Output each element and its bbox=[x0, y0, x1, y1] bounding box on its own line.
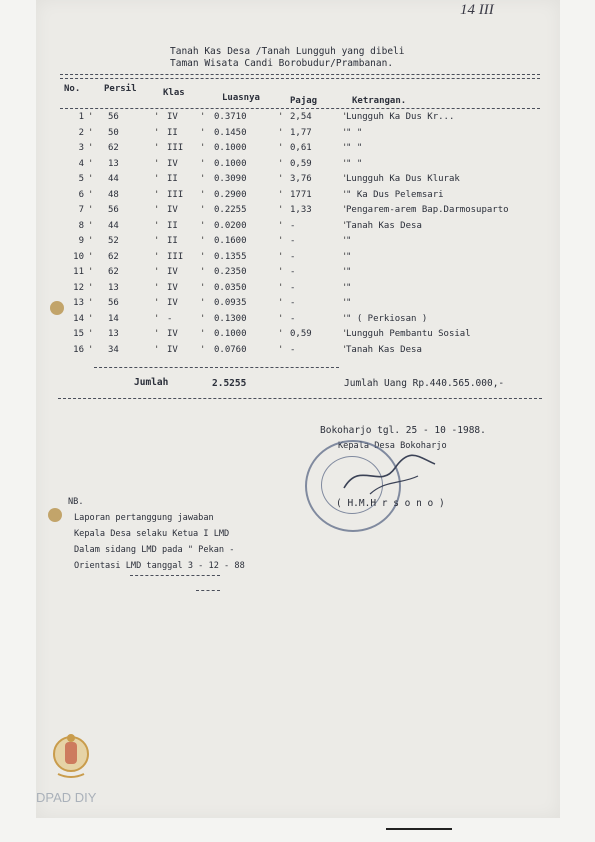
total-money: Jumlah Uang Rp.440.565.000,- bbox=[344, 378, 505, 389]
table-row bbox=[60, 329, 550, 344]
column-separator: ' bbox=[278, 158, 284, 169]
column-separator: ' bbox=[88, 282, 94, 293]
cell-ket: " bbox=[346, 236, 352, 246]
signatory-name: ( H.M.H r s o n o ) bbox=[336, 498, 445, 509]
cell-persil: 56 bbox=[108, 112, 119, 122]
cell-luas: 0.1000 bbox=[214, 329, 247, 339]
cell-luas: 0.0200 bbox=[214, 220, 247, 231]
column-separator: ' bbox=[278, 143, 284, 153]
column-separator: ' bbox=[342, 127, 348, 138]
cell-pajak: - bbox=[290, 251, 296, 262]
cell-persil: 13 bbox=[108, 282, 119, 293]
table-row bbox=[60, 283, 550, 298]
cell-pajak: 1,33 bbox=[290, 205, 312, 215]
column-separator: ' bbox=[154, 329, 160, 339]
cell-klas: IV bbox=[167, 282, 178, 293]
header-rule bbox=[60, 108, 540, 109]
cell-pajak: - bbox=[290, 236, 296, 246]
cell-klas: III bbox=[167, 143, 184, 153]
punch-hole-bottom bbox=[48, 508, 62, 522]
column-separator: ' bbox=[154, 344, 160, 355]
cell-klas: III bbox=[167, 251, 184, 262]
cell-no: 1 bbox=[78, 112, 84, 122]
cell-no: 5 bbox=[78, 174, 84, 184]
column-separator: ' bbox=[278, 329, 284, 339]
cell-ket: Tanah Kas Desa bbox=[346, 220, 422, 231]
column-separator: ' bbox=[342, 205, 348, 215]
cell-pajak: - bbox=[290, 313, 296, 324]
cell-ket: " ( Perkiosan ) bbox=[346, 313, 428, 324]
column-separator: ' bbox=[342, 189, 348, 200]
cell-ket: " " bbox=[346, 143, 363, 153]
column-separator: ' bbox=[88, 220, 94, 231]
column-separator: ' bbox=[154, 298, 160, 308]
cell-klas: - bbox=[167, 313, 173, 324]
column-separator: ' bbox=[154, 267, 160, 277]
column-separator: ' bbox=[278, 112, 284, 122]
column-separator: ' bbox=[88, 174, 94, 184]
column-separator: ' bbox=[154, 282, 160, 293]
table-row bbox=[60, 298, 550, 313]
page-number: 14 III bbox=[460, 2, 494, 18]
note-label: NB. bbox=[68, 497, 84, 507]
column-separator: ' bbox=[342, 220, 348, 231]
cell-klas: II bbox=[167, 174, 178, 184]
column-separator: ' bbox=[200, 236, 206, 246]
cell-ket: " bbox=[346, 282, 352, 293]
cell-persil: 34 bbox=[108, 344, 119, 355]
col-luas: Luasnya bbox=[222, 93, 260, 103]
cell-no: 10 bbox=[73, 251, 84, 262]
cell-pajak: 1771 bbox=[290, 189, 312, 200]
column-separator: ' bbox=[278, 313, 284, 324]
cell-persil: 62 bbox=[108, 251, 119, 262]
table-row bbox=[60, 159, 550, 174]
cell-ket: " Ka Dus Pelemsari bbox=[346, 189, 444, 200]
note-line-3: Dalam sidang LMD pada " Pekan - bbox=[74, 545, 235, 555]
cell-klas: IV bbox=[167, 158, 178, 169]
column-separator: ' bbox=[200, 112, 206, 122]
column-separator: ' bbox=[200, 158, 206, 169]
table-row bbox=[60, 128, 550, 143]
column-separator: ' bbox=[88, 205, 94, 215]
table-row bbox=[60, 236, 550, 251]
column-separator: ' bbox=[154, 205, 160, 215]
column-separator: ' bbox=[278, 205, 284, 215]
top-rule-2 bbox=[60, 78, 540, 79]
note-line-4: Orientasi LMD tanggal 3 - 12 - 88 bbox=[74, 561, 245, 571]
cell-ket: " bbox=[346, 251, 352, 262]
column-separator: ' bbox=[200, 174, 206, 184]
column-separator: ' bbox=[200, 205, 206, 215]
column-separator: ' bbox=[88, 189, 94, 200]
cell-no: 12 bbox=[73, 282, 84, 293]
column-separator: ' bbox=[278, 189, 284, 200]
cell-ket: Pengarem-arem Bap.Darmosuparto bbox=[346, 205, 509, 215]
cell-no: 3 bbox=[78, 143, 84, 153]
cell-klas: IV bbox=[167, 112, 178, 122]
column-separator: ' bbox=[342, 143, 348, 153]
table-row bbox=[60, 112, 550, 127]
cell-luas: 0.2350 bbox=[214, 267, 247, 277]
cell-ket: " bbox=[346, 267, 352, 277]
column-separator: ' bbox=[342, 251, 348, 262]
column-separator: ' bbox=[154, 174, 160, 184]
cell-klas: IV bbox=[167, 298, 178, 308]
column-separator: ' bbox=[342, 236, 348, 246]
cell-pajak: - bbox=[290, 298, 296, 308]
column-separator: ' bbox=[154, 251, 160, 262]
note-line-1: Laporan pertanggung jawaban bbox=[74, 513, 214, 523]
place-date: Bokoharjo tgl. 25 - 10 -1988. bbox=[320, 425, 486, 436]
column-separator: ' bbox=[88, 251, 94, 262]
cell-luas: 0.0350 bbox=[214, 282, 247, 293]
column-separator: ' bbox=[342, 329, 348, 339]
cell-no: 9 bbox=[78, 236, 84, 246]
cell-no: 14 bbox=[73, 313, 84, 324]
cell-persil: 62 bbox=[108, 267, 119, 277]
column-separator: ' bbox=[88, 298, 94, 308]
cell-no: 13 bbox=[73, 298, 84, 308]
column-separator: ' bbox=[200, 127, 206, 138]
column-separator: ' bbox=[200, 143, 206, 153]
cell-pajak: 0,59 bbox=[290, 329, 312, 339]
cell-no: 7 bbox=[78, 205, 84, 215]
note-underline-2 bbox=[196, 590, 220, 591]
column-separator: ' bbox=[200, 189, 206, 200]
top-rule bbox=[60, 74, 540, 75]
column-separator: ' bbox=[278, 236, 284, 246]
cell-pajak: 2,54 bbox=[290, 112, 312, 122]
table-row bbox=[60, 252, 550, 267]
archive-emblem-icon bbox=[50, 730, 92, 782]
bottom-rule bbox=[58, 398, 542, 399]
column-separator: ' bbox=[88, 329, 94, 339]
cell-klas: IV bbox=[167, 329, 178, 339]
bottom-mark bbox=[386, 828, 452, 830]
doc-title-line1: Tanah Kas Desa /Tanah Lungguh yang dibeli bbox=[170, 46, 405, 57]
table-row bbox=[60, 221, 550, 236]
column-separator: ' bbox=[200, 282, 206, 293]
cell-ket: Lungguh Pembantu Sosial bbox=[346, 329, 471, 339]
column-separator: ' bbox=[88, 344, 94, 355]
cell-persil: 13 bbox=[108, 329, 119, 339]
cell-luas: 0.1000 bbox=[214, 158, 247, 169]
cell-luas: 0.3090 bbox=[214, 174, 247, 184]
column-separator: ' bbox=[88, 112, 94, 122]
column-separator: ' bbox=[342, 298, 348, 308]
column-separator: ' bbox=[342, 344, 348, 355]
cell-no: 11 bbox=[73, 267, 84, 277]
cell-ket: Lungguh Ka Dus Klurak bbox=[346, 174, 460, 184]
cell-luas: 0.1355 bbox=[214, 251, 247, 262]
column-separator: ' bbox=[342, 112, 348, 122]
table-row bbox=[60, 314, 550, 329]
table-row bbox=[60, 174, 550, 189]
punch-hole-top bbox=[50, 301, 64, 315]
cell-klas: III bbox=[167, 189, 184, 200]
cell-klas: IV bbox=[167, 205, 178, 215]
column-separator: ' bbox=[154, 313, 160, 324]
cell-ket: " " bbox=[346, 158, 363, 169]
col-persil: Persil bbox=[104, 84, 137, 94]
column-separator: ' bbox=[88, 236, 94, 246]
cell-pajak: - bbox=[290, 220, 296, 231]
cell-persil: 50 bbox=[108, 127, 119, 138]
cell-klas: IV bbox=[167, 344, 178, 355]
cell-persil: 14 bbox=[108, 313, 119, 324]
signatory-role: Kepala Desa Bokoharjo bbox=[338, 441, 447, 451]
cell-no: 6 bbox=[78, 189, 84, 200]
col-ket: Ketrangan. bbox=[352, 96, 407, 106]
cell-persil: 62 bbox=[108, 143, 119, 153]
column-separator: ' bbox=[278, 282, 284, 293]
cell-pajak: 0,59 bbox=[290, 158, 312, 169]
column-separator: ' bbox=[88, 158, 94, 169]
cell-pajak: 0,61 bbox=[290, 143, 312, 153]
col-no: No. bbox=[64, 84, 81, 94]
cell-luas: 0.0760 bbox=[214, 344, 247, 355]
cell-persil: 44 bbox=[108, 220, 119, 231]
column-separator: ' bbox=[154, 127, 160, 138]
column-separator: ' bbox=[200, 344, 206, 355]
col-klas: Klas bbox=[163, 88, 185, 98]
column-separator: ' bbox=[200, 313, 206, 324]
cell-pajak: 1,77 bbox=[290, 127, 312, 138]
cell-luas: 0.0935 bbox=[214, 298, 247, 308]
column-separator: ' bbox=[342, 267, 348, 277]
cell-persil: 56 bbox=[108, 298, 119, 308]
cell-pajak: - bbox=[290, 282, 296, 293]
cell-luas: 0.2900 bbox=[214, 189, 247, 200]
cell-persil: 52 bbox=[108, 236, 119, 246]
column-separator: ' bbox=[154, 112, 160, 122]
column-separator: ' bbox=[200, 267, 206, 277]
cell-no: 8 bbox=[78, 220, 84, 231]
column-separator: ' bbox=[278, 251, 284, 262]
col-pajak: Pajag bbox=[290, 96, 318, 106]
column-separator: ' bbox=[278, 127, 284, 138]
table-row bbox=[60, 345, 550, 360]
cell-persil: 56 bbox=[108, 205, 119, 215]
column-separator: ' bbox=[154, 236, 160, 246]
column-separator: ' bbox=[88, 143, 94, 153]
signature-scribble bbox=[340, 450, 440, 500]
note-line-2: Kepala Desa selaku Ketua I LMD bbox=[74, 529, 230, 539]
body-end-rule bbox=[94, 367, 339, 368]
cell-no: 15 bbox=[73, 329, 84, 339]
cell-klas: IV bbox=[167, 267, 178, 277]
column-separator: ' bbox=[200, 220, 206, 231]
cell-ket: " " bbox=[346, 127, 363, 138]
cell-ket: " bbox=[346, 298, 352, 308]
column-separator: ' bbox=[154, 143, 160, 153]
cell-no: 2 bbox=[78, 127, 84, 138]
column-separator: ' bbox=[342, 174, 348, 184]
cell-persil: 44 bbox=[108, 174, 119, 184]
column-separator: ' bbox=[342, 158, 348, 169]
cell-klas: II bbox=[167, 236, 178, 246]
table-row bbox=[60, 205, 550, 220]
cell-persil: 48 bbox=[108, 189, 119, 200]
cell-no: 16 bbox=[73, 344, 84, 355]
table-row bbox=[60, 267, 550, 282]
column-separator: ' bbox=[154, 220, 160, 231]
table-row bbox=[60, 190, 550, 205]
cell-ket: Tanah Kas Desa bbox=[346, 344, 422, 355]
column-separator: ' bbox=[278, 174, 284, 184]
column-separator: ' bbox=[278, 298, 284, 308]
watermark: DPAD DIY bbox=[36, 790, 97, 805]
total-luas: 2.5255 bbox=[212, 378, 247, 389]
cell-pajak: - bbox=[290, 267, 296, 277]
note-underline bbox=[130, 575, 220, 576]
cell-luas: 0.1450 bbox=[214, 127, 247, 138]
column-separator: ' bbox=[154, 158, 160, 169]
cell-ket: Lungguh Ka Dus Kr... bbox=[346, 112, 455, 122]
cell-persil: 13 bbox=[108, 158, 119, 169]
column-separator: ' bbox=[278, 220, 284, 231]
column-separator: ' bbox=[88, 313, 94, 324]
column-separator: ' bbox=[88, 127, 94, 138]
cell-luas: 0.1300 bbox=[214, 313, 247, 324]
total-label: Jumlah bbox=[134, 377, 169, 388]
column-separator: ' bbox=[200, 251, 206, 262]
cell-no: 4 bbox=[78, 158, 84, 169]
cell-klas: II bbox=[167, 127, 178, 138]
column-separator: ' bbox=[278, 267, 284, 277]
cell-klas: II bbox=[167, 220, 178, 231]
column-separator: ' bbox=[88, 267, 94, 277]
column-separator: ' bbox=[154, 189, 160, 200]
cell-pajak: - bbox=[290, 344, 296, 355]
cell-luas: 0.1000 bbox=[214, 143, 247, 153]
cell-luas: 0.2255 bbox=[214, 205, 247, 215]
column-separator: ' bbox=[278, 344, 284, 355]
cell-pajak: 3,76 bbox=[290, 174, 312, 184]
cell-luas: 0.1600 bbox=[214, 236, 247, 246]
column-separator: ' bbox=[200, 329, 206, 339]
column-separator: ' bbox=[200, 298, 206, 308]
cell-luas: 0.3710 bbox=[214, 112, 247, 122]
doc-title-line2: Taman Wisata Candi Borobudur/Prambanan. bbox=[170, 58, 394, 69]
column-separator: ' bbox=[342, 313, 348, 324]
column-separator: ' bbox=[342, 282, 348, 293]
table-row bbox=[60, 143, 550, 158]
